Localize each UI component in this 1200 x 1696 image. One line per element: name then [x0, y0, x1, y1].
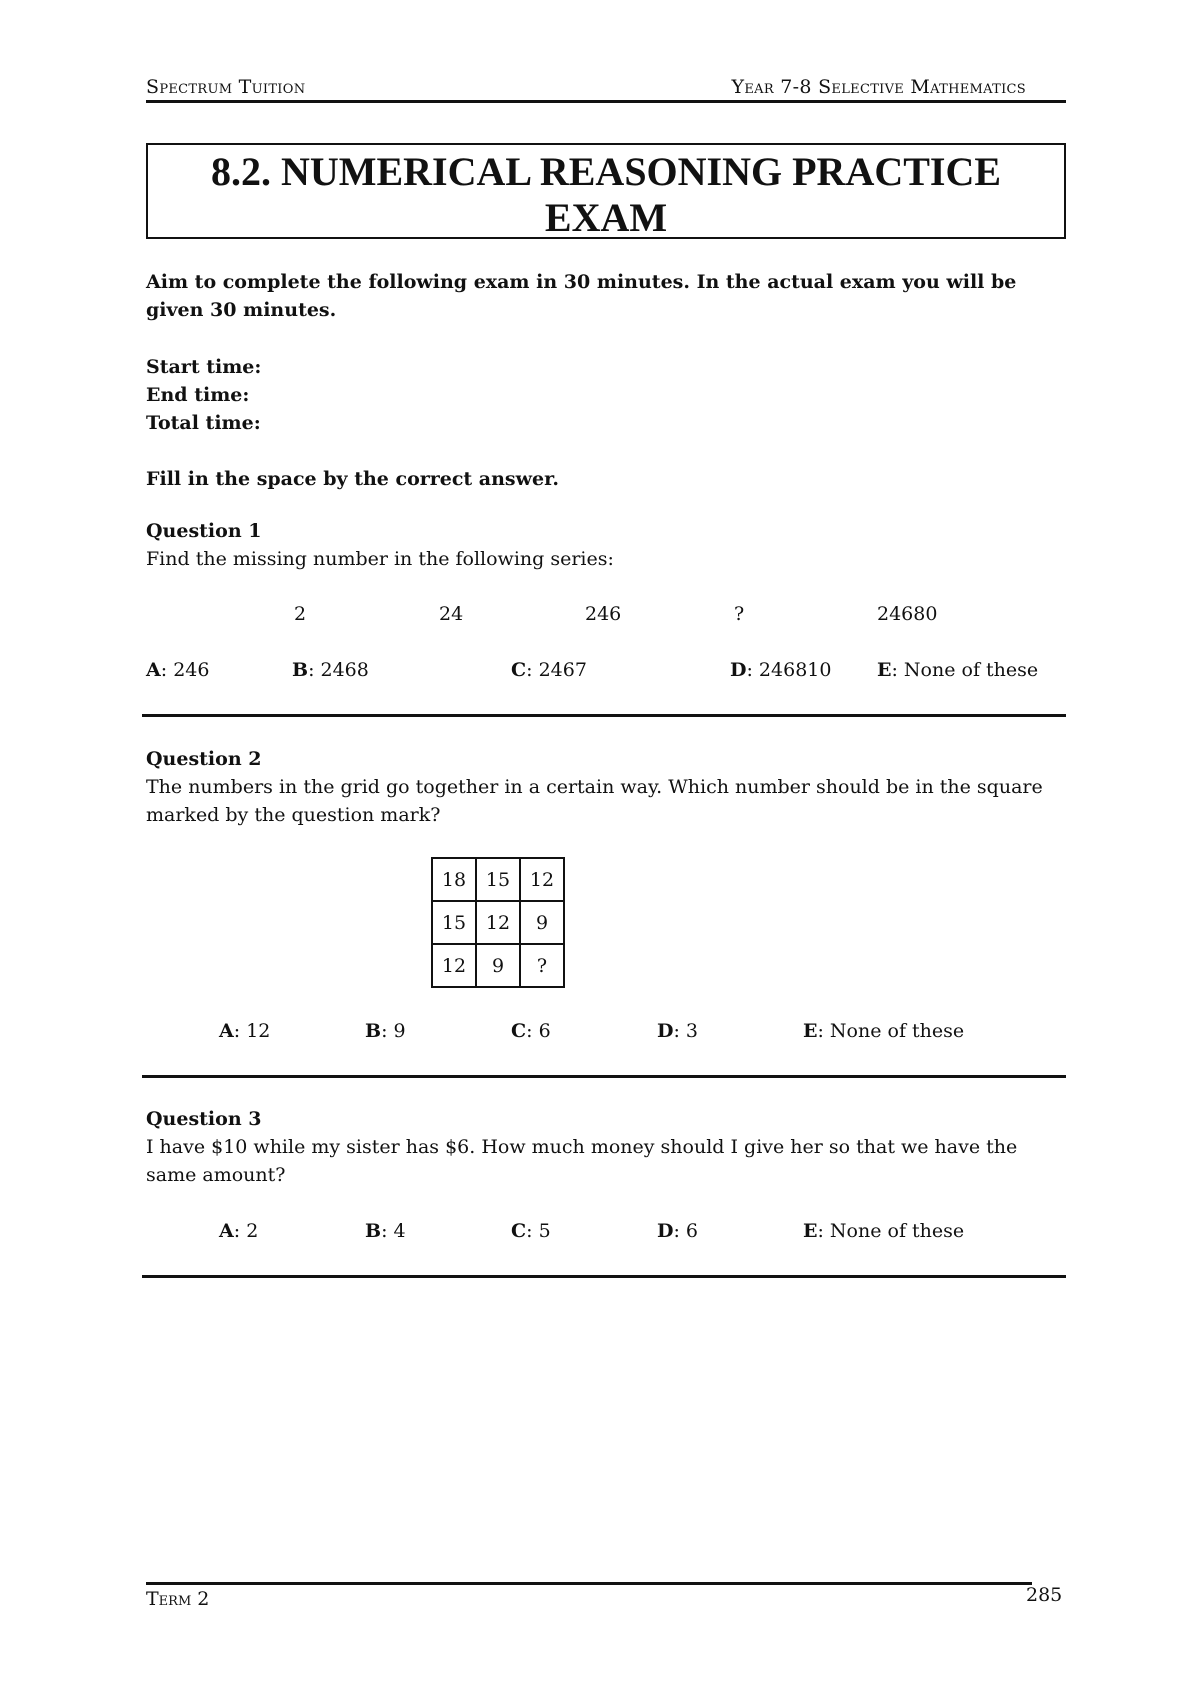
page-header: [146, 74, 1066, 103]
q1-option-d[interactable]: [730, 659, 831, 681]
q3-option-c[interactable]: [511, 1220, 551, 1242]
end-time-label: End time:: [146, 384, 250, 406]
option-letter: B: [365, 1020, 382, 1042]
grid-cell: 9: [520, 901, 564, 944]
aim-instruction: Aim to complete the following exam in 30 minutes. In the actual exam you will be given 30 minutes.: [146, 271, 1017, 321]
option-value: : 3: [673, 1020, 699, 1042]
grid-row: [432, 901, 564, 944]
option-value: : 2467: [526, 659, 587, 681]
option-letter: B: [292, 659, 309, 681]
q3-option-b[interactable]: [365, 1220, 406, 1242]
q2-option-a[interactable]: [219, 1020, 270, 1042]
grid-cell: 18: [432, 858, 476, 901]
start-time-label: Start time:: [146, 356, 262, 378]
grid-cell: ?: [520, 944, 564, 987]
grid-row: [432, 944, 564, 987]
option-value: : 2468: [308, 659, 369, 681]
grid-row: [432, 858, 564, 901]
option-letter: D: [657, 1020, 674, 1042]
q1-option-e[interactable]: [877, 659, 1038, 681]
fill-instruction: Fill in the space by the correct answer.: [146, 468, 559, 490]
page-number: 285: [1026, 1584, 1063, 1606]
option-letter: E: [803, 1220, 818, 1242]
q1-text: Find the missing number in the following series:: [146, 548, 614, 570]
q2-option-e[interactable]: [803, 1020, 964, 1042]
option-value: : 6: [526, 1020, 551, 1042]
total-time-label: Total time:: [146, 412, 261, 434]
option-value: : 6: [673, 1220, 699, 1242]
q2-heading: Question 2: [146, 748, 262, 770]
q3-text: I have $10 while my sister has $6. How much money should I give her so that we have the same amount?: [146, 1136, 1018, 1186]
option-letter: E: [803, 1020, 818, 1042]
option-value: : None of these: [817, 1020, 965, 1042]
q3-option-a[interactable]: [219, 1220, 258, 1242]
option-letter: C: [511, 659, 527, 681]
q1-series-term: 24: [439, 603, 464, 625]
option-letter: A: [146, 659, 161, 681]
q1-series-term: 246: [585, 603, 622, 625]
option-letter: E: [877, 659, 892, 681]
footer-rule: [146, 1582, 1032, 1585]
q1-option-c[interactable]: [511, 659, 587, 681]
q2-option-b[interactable]: [365, 1020, 406, 1042]
grid-cell: 15: [432, 901, 476, 944]
option-letter: D: [730, 659, 747, 681]
q3-heading: Question 3: [146, 1108, 262, 1130]
q1-option-a[interactable]: [146, 659, 209, 681]
q1-series-term: 2: [294, 603, 307, 625]
grid-cell: 12: [520, 858, 564, 901]
q2-option-d[interactable]: [657, 1020, 698, 1042]
grid-cell: 12: [432, 944, 476, 987]
title-box: [146, 143, 1066, 239]
option-letter: D: [657, 1220, 674, 1242]
option-value: : 2: [233, 1220, 259, 1242]
header-right: Year 7-8 Selective Mathematics: [731, 76, 1026, 98]
q1-heading: Question 1: [146, 520, 262, 542]
option-letter: C: [511, 1020, 527, 1042]
grid-cell: 15: [476, 858, 520, 901]
q2-number-grid: [431, 857, 565, 988]
grid-cell: 9: [476, 944, 520, 987]
option-value: : 246: [160, 659, 210, 681]
q1-option-b[interactable]: [292, 659, 369, 681]
q2-text: The numbers in the grid go together in a certain way. Which number should be in the square marked by the question mark?: [146, 776, 1043, 826]
question-divider: [142, 1075, 1066, 1078]
option-value: : 4: [381, 1220, 406, 1242]
option-value: : None of these: [817, 1220, 965, 1242]
q1-series-term: ?: [734, 603, 745, 625]
question-divider: [142, 714, 1066, 717]
q2-option-c[interactable]: [511, 1020, 551, 1042]
q3-option-d[interactable]: [657, 1220, 698, 1242]
option-letter: C: [511, 1220, 527, 1242]
footer-term: Term 2: [146, 1588, 210, 1610]
option-value: : 9: [381, 1020, 406, 1042]
q1-series-term: 24680: [877, 603, 938, 625]
grid-cell: 12: [476, 901, 520, 944]
q3-option-e[interactable]: [803, 1220, 964, 1242]
option-value: : 246810: [746, 659, 832, 681]
question-divider: [142, 1275, 1066, 1278]
option-letter: B: [365, 1220, 382, 1242]
option-letter: A: [219, 1020, 234, 1042]
option-value: : 12: [233, 1020, 271, 1042]
option-value: : 5: [526, 1220, 551, 1242]
option-value: : None of these: [891, 659, 1039, 681]
header-left: Spectrum Tuition: [146, 76, 306, 98]
option-letter: A: [219, 1220, 234, 1242]
page-title: 8.2. NUMERICAL REASONING PRACTICE EXAM: [210, 149, 1002, 240]
